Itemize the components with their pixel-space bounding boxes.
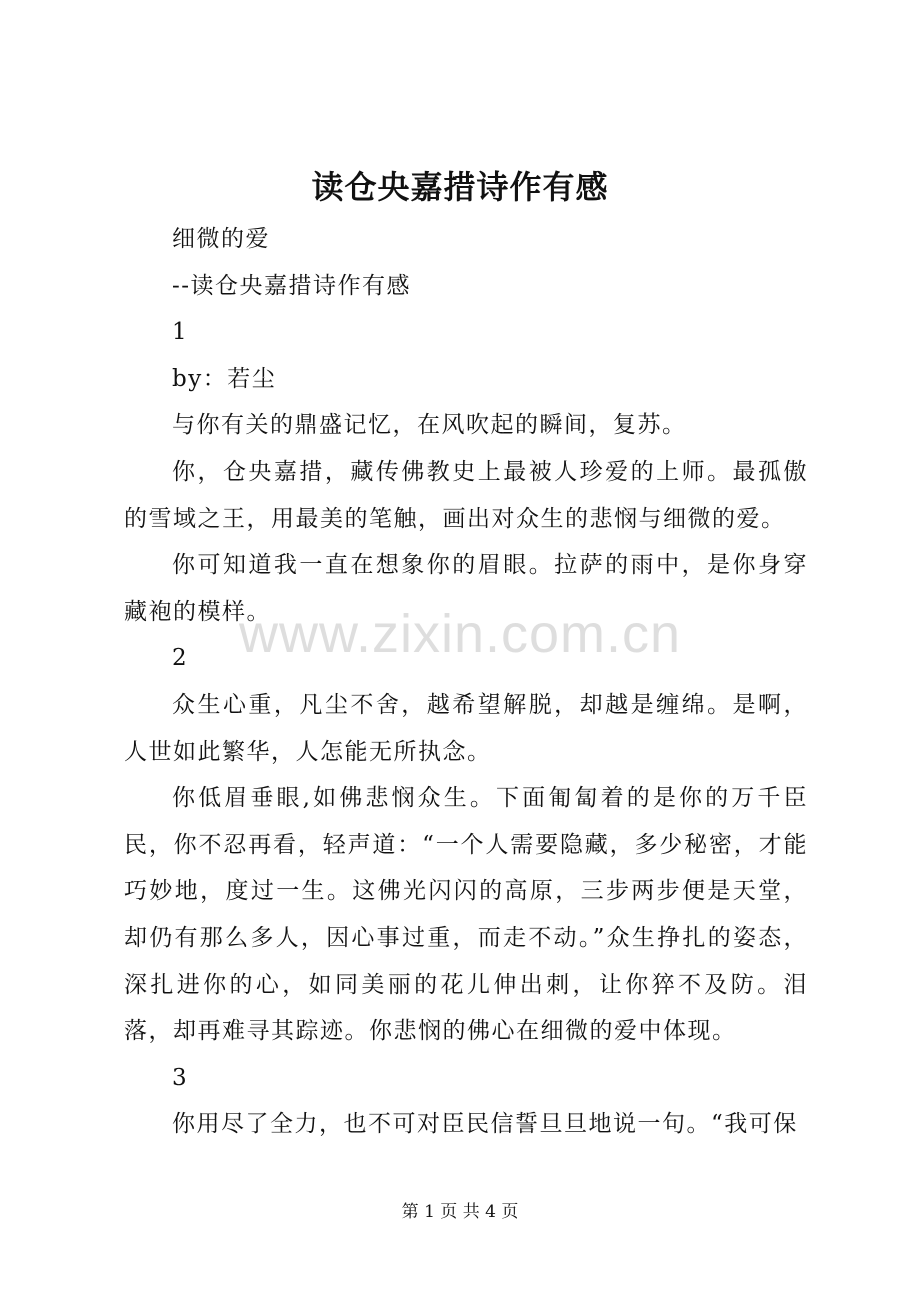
paragraph-subtitle: 细微的爱	[172, 226, 270, 252]
section-number-2: 2	[172, 645, 189, 672]
paragraph: 你，仓央嘉措，藏传佛教史上最被人珍爱的上师。最孤傲的雪域之王，用最美的笔触，画出对众生的悲悯与细微的爱。	[124, 458, 808, 532]
paragraph: 你低眉垂眼,如佛悲悯众生。下面匍匐着的是你的万千臣民，你不忍再看，轻声道：“一个人需要隐藏，多少秘密，才能巧妙地，度过一生。这佛光闪闪的高原，三步两步便是天堂，却仍有那么多人，因心事过重，而走不动。”众生挣扎的姿态，深扎进你的心，如同美丽的花儿伸出刺，让你猝不及防。泪落，却再难寻其踪迹。你悲悯的佛心在细微的爱中体现。	[124, 785, 808, 1045]
page-footer: 第 1 页 共 4 页	[401, 1202, 519, 1222]
paragraph: 你可知道我一直在想象你的眉眼。拉萨的雨中，是你身穿藏袍的模样。	[124, 552, 808, 625]
paragraph: 众生心重，凡尘不舍，越希望解脱，却越是缠绵。是啊，人世如此繁华，人怎能无所执念。	[124, 691, 808, 765]
watermark-text: www.zixin.com.cn	[238, 604, 682, 664]
section-number-3: 3	[172, 1064, 189, 1091]
document-title: 读仓央嘉措诗作有感	[311, 168, 609, 206]
document-body	[124, 216, 808, 1148]
section-number-1: 1	[172, 319, 189, 346]
paragraph: 你用尽了全力，也不可对臣民信誓旦旦地说一句。“我可保	[172, 1111, 798, 1138]
paragraph-author: by：若尘	[172, 365, 277, 392]
paragraph: 与你有关的鼎盛记忆，在风吹起的瞬间，复苏。	[172, 412, 687, 439]
paragraph-subtitle-2: --读仓央嘉措诗作有感	[172, 272, 412, 299]
